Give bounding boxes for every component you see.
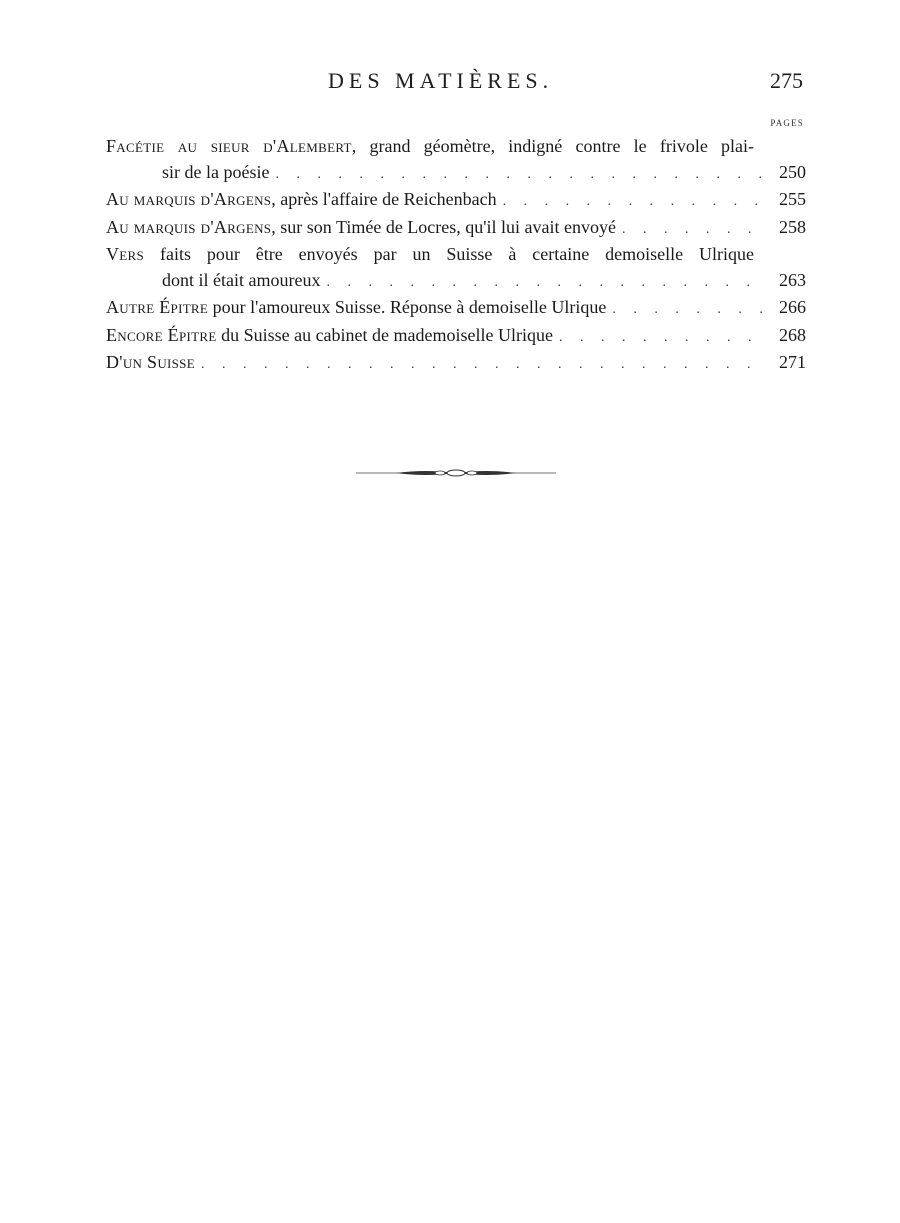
toc-entry (106, 323, 806, 351)
dot-leader (622, 217, 768, 243)
toc-entry-page: 271 (779, 352, 806, 372)
dot-leader (326, 270, 768, 296)
toc-entry-page: 263 (779, 269, 806, 290)
toc-entry-text: , grand géomètre, indigné contre le frivole plai- (351, 136, 754, 156)
toc-entry-line (106, 134, 806, 160)
toc-entry-text: du Suisse au cabinet de mademoiselle Ulrique (216, 324, 553, 345)
running-head (0, 68, 900, 100)
toc-entry-line (106, 215, 806, 243)
toc-entry (106, 134, 806, 187)
toc-entry-lead: Encore Épitre (106, 324, 217, 345)
dot-leader (612, 297, 768, 323)
toc-entry-line (106, 160, 806, 188)
toc-entry-line (106, 187, 806, 215)
toc-entry-lead: Vers (106, 244, 145, 264)
pages-column-label: PAGES (770, 118, 804, 128)
dot-leader (201, 352, 768, 378)
toc-entry (106, 242, 806, 295)
toc-entry-text: faits pour être envoyés par un Suisse à certaine demoiselle Ulrique (144, 244, 754, 264)
toc-entry (106, 350, 806, 378)
page-title: DES MATIÈRES. (328, 68, 554, 93)
toc-entry-text: , sur son Timée de Locres, qu'il lui avait envoyé (271, 216, 616, 237)
toc-entry-text: pour l'amoureux Suisse. Réponse à demoiselle Ulrique (208, 297, 607, 317)
toc-entry-lead: Au marquis d'Argens (106, 189, 272, 209)
ornament-divider-icon (356, 466, 556, 480)
toc-entry (106, 215, 806, 243)
toc-entry-page: 258 (779, 216, 806, 237)
toc-entry-lead: Autre Épitre (106, 297, 209, 317)
toc-entry-page: 266 (779, 297, 806, 317)
toc-entry-text: , après l'affaire de Reichenbach (271, 189, 497, 209)
dot-leader (275, 162, 768, 188)
toc-entry-page: 268 (779, 324, 806, 345)
toc-entry-lead: D'un Suisse (106, 352, 195, 372)
toc-entry-lead: Au marquis d'Argens (106, 216, 272, 237)
toc-entry-line (106, 295, 806, 323)
toc-entry (106, 187, 806, 215)
table-of-contents (106, 134, 806, 378)
toc-entry (106, 295, 806, 323)
toc-entry-page: 255 (779, 189, 806, 209)
toc-entry-line (106, 268, 806, 296)
toc-entry-line (106, 242, 806, 268)
dot-leader (559, 325, 768, 351)
toc-entry-line (106, 350, 806, 378)
toc-entry-page: 250 (779, 161, 806, 182)
toc-entry-text: sir de la poésie (162, 161, 270, 182)
toc-entry-line (106, 323, 806, 351)
toc-entry-text: dont il était amoureux (162, 269, 321, 290)
dot-leader (503, 189, 768, 215)
page-number: 275 (770, 68, 803, 93)
toc-entry-lead: Facétie au sieur d'Alembert (106, 136, 352, 156)
